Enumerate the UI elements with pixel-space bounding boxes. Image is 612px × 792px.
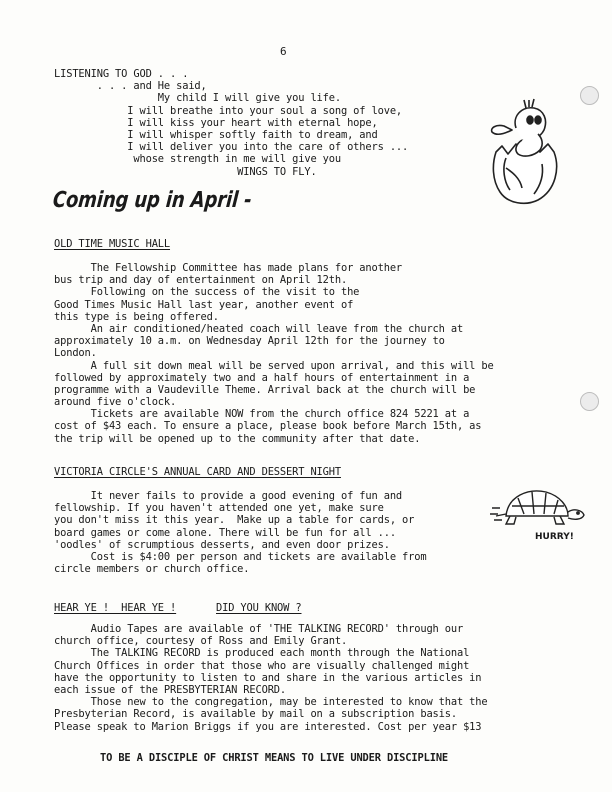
victoria-circle-line: Cost is $4:00 per person and tickets are available from [54, 550, 427, 563]
music-hall-line: approximately 10 a.m. on Wednesday April 12th for the journey to [54, 335, 445, 348]
poem-line: I will breathe into your soul a song of love, [54, 104, 403, 117]
duck-egg-illustration [482, 98, 572, 208]
hear-ye-line: The TALKING RECORD is produced each month through the National [54, 647, 470, 660]
footer-motto: TO BE A DISCIPLE OF CHRIST MEANS TO LIVE UNDER DISCIPLINE [100, 752, 449, 764]
poem-line: I will whisper softly faith to dream, and [54, 128, 378, 141]
hear-ye-heading: HEAR YE ! HEAR YE ! [54, 602, 177, 614]
poem-line: . . . and He said, [54, 80, 207, 93]
music-hall-body [54, 262, 494, 445]
victoria-circle-body [54, 490, 426, 575]
poem [54, 68, 408, 178]
page-number: 6 [280, 45, 287, 58]
music-hall-line: cost of $43 each. To ensure a place, please book before March 15th, as [54, 420, 482, 433]
poem-line: My child I will give you life. [54, 92, 341, 105]
hear-ye-line: have the opportunity to listen to and share in the various articles in [54, 671, 482, 684]
binder-hole-bottom [580, 392, 599, 411]
music-hall-line: Following on the success of the visit to the [54, 286, 360, 299]
music-hall-line: the trip will be opened up to the community after that date. [54, 432, 421, 445]
turtle-illustration [488, 482, 588, 532]
hear-ye-body [54, 623, 488, 733]
victoria-circle-line: circle members or church office. [54, 563, 250, 576]
hear-ye-line: church office, courtesy of Ross and Emily Grant. [54, 635, 348, 648]
victoria-circle-heading: VICTORIA CIRCLE'S ANNUAL CARD AND DESSERT NIGHT [54, 466, 341, 478]
music-hall-line: bus trip and day of entertainment on April 12th. [54, 274, 348, 287]
music-hall-line: Good Times Music Hall last year, another event of [54, 298, 354, 311]
hear-ye-line: Presbyterian Record, is available by mail on a subscription basis. [54, 708, 457, 721]
poem-line: I will kiss your heart with eternal hope, [54, 116, 378, 129]
hear-ye-line: each issue of the PRESBYTERIAN RECORD. [54, 683, 287, 696]
music-hall-heading: OLD TIME MUSIC HALL [54, 238, 171, 250]
hear-ye-line: Please speak to Marion Briggs if you are interested. Cost per year $13 [54, 720, 482, 733]
hear-ye-line: Audio Tapes are available of 'THE TALKING RECORD' through our [54, 623, 464, 635]
victoria-circle-line: 'oodles' of scrumptious desserts, and even door prizes. [54, 538, 390, 551]
binder-hole-top [580, 86, 599, 105]
victoria-circle-line: you don't miss it this year. Make up a table for cards, or [54, 514, 415, 527]
victoria-circle-line: board games or come alone. There will be fun for all ... [54, 526, 396, 539]
music-hall-line: this type is being offered. [54, 310, 219, 323]
victoria-circle-line: fellowship. If you haven't attended one yet, make sure [54, 502, 384, 515]
hear-ye-line: Church Offices in order that those who are visually challenged might [54, 659, 470, 672]
poem-line: I will deliver you into the care of others ... [54, 141, 409, 154]
music-hall-line: followed by approximately two and a half hours of entertainment in a [54, 371, 470, 384]
music-hall-line: An air conditioned/heated coach will leave from the church at [54, 322, 464, 335]
did-you-know-heading: DID YOU KNOW ? [216, 602, 302, 614]
poem-line: LISTENING TO GOD . . . [54, 68, 189, 80]
music-hall-line: London. [54, 347, 97, 360]
music-hall-line: programme with a Vaudeville Theme. Arrival back at the church will be [54, 383, 476, 396]
music-hall-line: around five o'clock. [54, 396, 177, 409]
poem-line: WINGS TO FLY. [54, 165, 317, 178]
music-hall-line: Tickets are available NOW from the church office 824 5221 at a [54, 408, 470, 421]
hurry-label: HURRY! [535, 532, 574, 542]
poem-line: whose strength in me will give you [54, 153, 341, 166]
music-hall-line: The Fellowship Committee has made plans for another [54, 262, 403, 274]
music-hall-line: A full sit down meal will be served upon arrival, and this will be [54, 359, 494, 372]
section-title: Coming up in April - [51, 188, 253, 213]
victoria-circle-line: It never fails to provide a good evening of fun and [54, 490, 403, 502]
hear-ye-line: Those new to the congregation, may be interested to know that the [54, 696, 488, 709]
